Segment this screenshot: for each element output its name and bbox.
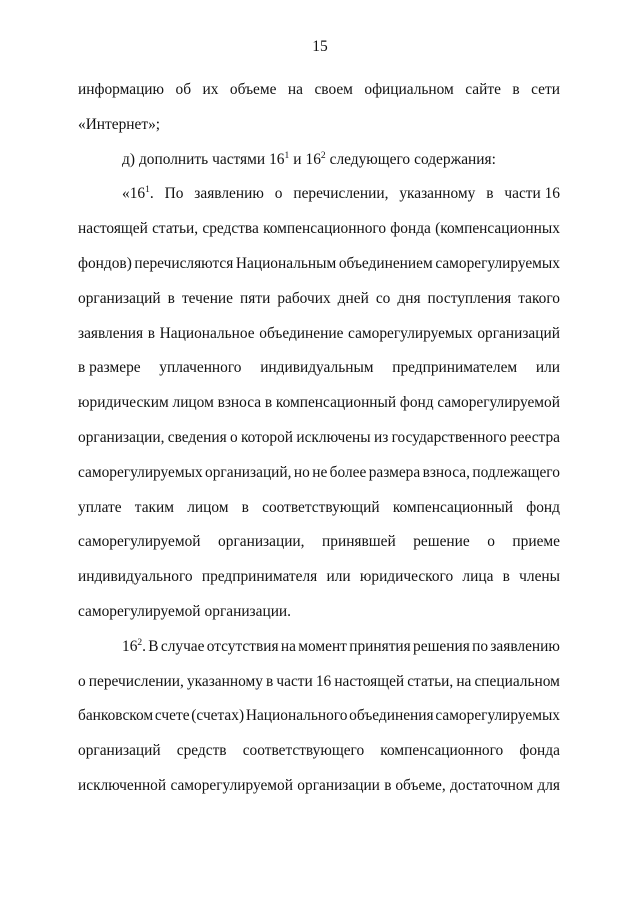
text-line: [78, 630, 560, 665]
word: исключенной: [78, 776, 167, 794]
text-line: [78, 560, 560, 595]
text-line: [78, 595, 560, 630]
text-line: [78, 177, 560, 212]
word: статьи,: [407, 672, 454, 690]
word: и: [293, 150, 302, 168]
word: члены: [519, 568, 560, 586]
word: реестра: [509, 428, 560, 446]
word: по: [472, 637, 489, 655]
word: саморегулируемой: [170, 776, 293, 794]
word: средств: [176, 742, 227, 760]
word: объединение: [259, 324, 344, 342]
word: достаточном: [450, 776, 534, 794]
word: перечислении,: [88, 672, 184, 690]
word: не: [312, 463, 328, 481]
word: $16^2$.: [122, 637, 146, 655]
word: саморегулируемой: [78, 533, 201, 551]
word: саморегулируемой: [437, 394, 560, 412]
word: перечисляются: [134, 254, 234, 272]
word: объединения: [349, 707, 434, 725]
text-line: [78, 247, 560, 282]
word: решения: [413, 637, 470, 655]
text-line: [78, 351, 560, 386]
word: со: [375, 289, 391, 307]
word: на: [456, 672, 472, 690]
word: перечислении,: [293, 185, 389, 203]
page-number: 15: [312, 38, 328, 55]
word: такого: [518, 289, 560, 307]
word: об: [175, 81, 192, 98]
word: таким: [134, 498, 174, 516]
text-line: [78, 212, 560, 247]
word: «Интернет»;: [78, 115, 161, 133]
text-line: [78, 282, 560, 317]
word: принятия: [349, 637, 411, 655]
word: счете: [154, 707, 190, 725]
word: д): [122, 150, 135, 168]
word: сведения: [167, 428, 227, 446]
word: пяти: [240, 289, 271, 307]
text-line: [78, 491, 560, 526]
word: случае: [160, 637, 205, 655]
word: индивидуального: [78, 568, 193, 586]
word: в: [241, 498, 249, 516]
word: юридическим: [78, 394, 169, 412]
word: отсутствия: [206, 637, 279, 655]
word: или: [326, 568, 351, 586]
text-line: [78, 525, 560, 560]
word: $16^1$: [269, 150, 290, 168]
word: фонда: [519, 742, 560, 760]
word: государственного: [391, 428, 507, 446]
word: подлежащего: [472, 463, 560, 481]
word: соответствующий: [262, 498, 380, 516]
word: в: [167, 289, 175, 307]
word: дополнить: [138, 150, 209, 168]
word: организации.: [204, 602, 292, 620]
word: Национального: [245, 707, 348, 725]
word: компенсационного: [263, 220, 387, 238]
word: В: [148, 637, 159, 655]
word: настоящей: [334, 672, 405, 690]
text-line: [78, 665, 560, 700]
word: дней: [337, 289, 369, 307]
word: уплате: [78, 498, 122, 516]
word: указанному: [186, 672, 263, 690]
word: уплаченного: [159, 359, 242, 377]
word: взноса,: [422, 463, 470, 481]
word: саморегулируемых: [78, 463, 203, 481]
word: объеме: [229, 81, 277, 98]
text-line: [78, 73, 560, 108]
word: заявлению: [490, 637, 560, 655]
word: специальном: [474, 672, 560, 690]
word: в: [512, 81, 520, 98]
word: для: [537, 776, 560, 794]
text-line: [78, 734, 560, 769]
word: $16^2$: [305, 150, 326, 168]
word: о: [229, 428, 238, 446]
word: информацию: [78, 81, 165, 98]
word: исключены: [296, 428, 371, 446]
text-line: [78, 143, 560, 178]
word: приеме: [512, 533, 560, 551]
word: Национальным: [235, 254, 337, 272]
word: лицом: [187, 498, 229, 516]
word: По: [164, 185, 184, 203]
word: организаций: [78, 742, 161, 760]
word: лицом: [172, 394, 214, 412]
word: организации,: [218, 533, 305, 551]
word: о: [487, 533, 495, 551]
word: принявшей: [322, 533, 396, 551]
word: саморегулируемых: [435, 254, 560, 272]
word: лица: [462, 568, 494, 586]
word: (компенсационных: [435, 220, 560, 238]
word: о: [78, 672, 86, 690]
word: части: [276, 672, 313, 690]
text-line: [78, 769, 560, 804]
word: в: [502, 568, 510, 586]
word: фонд: [526, 498, 560, 516]
word: на: [280, 637, 296, 655]
text-line: [78, 386, 560, 421]
word: Национальное: [159, 324, 255, 342]
word: индивидуальным: [260, 359, 374, 377]
word: заявлению: [194, 185, 264, 203]
word: но: [293, 463, 310, 481]
word: организации: [297, 776, 380, 794]
text-line: [78, 456, 560, 491]
word: размера: [368, 463, 421, 481]
word: саморегулируемых: [435, 707, 560, 725]
word: фонд: [399, 394, 434, 412]
word: течение: [181, 289, 234, 307]
word: рабочих: [277, 289, 331, 307]
word: о: [274, 185, 283, 203]
word: объединением: [338, 254, 433, 272]
word: в: [147, 324, 156, 342]
text-line: [78, 108, 560, 143]
word: компенсационный: [275, 394, 397, 412]
text-line: [78, 699, 560, 734]
word: компенсационный: [392, 498, 514, 516]
word: саморегулируемых: [348, 324, 473, 342]
word: организаций: [477, 324, 560, 342]
word: момент: [298, 637, 347, 655]
word: статьи,: [152, 220, 199, 238]
word: которой: [240, 428, 294, 446]
word: в: [266, 672, 274, 690]
word: 16: [315, 672, 332, 690]
word: официальном: [364, 81, 454, 98]
word: соответствующего: [242, 742, 365, 760]
word: решение: [413, 533, 470, 551]
word: организации,: [78, 428, 165, 446]
word: компенсационного: [380, 742, 504, 760]
word: в: [486, 185, 494, 203]
word: указанному: [399, 185, 476, 203]
word: сети: [531, 81, 560, 98]
word: организаций: [78, 289, 161, 307]
word: сайте: [465, 81, 501, 98]
document-body: [78, 73, 560, 804]
word: саморегулируемой: [78, 602, 201, 620]
word: поступления: [427, 289, 512, 307]
word: (счетах): [191, 707, 245, 725]
word: из: [373, 428, 389, 446]
word: на: [287, 81, 303, 98]
word: настоящей: [78, 220, 148, 238]
word: банковском: [78, 707, 154, 725]
word: своем: [314, 81, 353, 98]
word: содержания:: [414, 150, 496, 168]
word: их: [202, 81, 219, 98]
word: предпринимателя: [201, 568, 318, 586]
text-line: [78, 421, 560, 456]
word: дня: [397, 289, 421, 307]
word: частями: [212, 150, 266, 168]
word: фонда: [390, 220, 431, 238]
word: организаций,: [205, 463, 292, 481]
word: «$16^1$.: [122, 185, 154, 203]
word: фондов): [78, 254, 132, 272]
word: взноса: [217, 394, 262, 412]
word: следующего: [329, 150, 411, 168]
text-line: [78, 317, 560, 352]
word: юридического: [359, 568, 454, 586]
word: или: [535, 359, 560, 377]
word: средства: [202, 220, 259, 238]
word: заявления: [78, 324, 144, 342]
word: предпринимателем: [392, 359, 518, 377]
word: в объеме,: [384, 776, 446, 794]
word: в размере: [78, 359, 141, 377]
word: в: [264, 394, 273, 412]
word: части 16: [504, 185, 560, 203]
word: более: [329, 463, 367, 481]
